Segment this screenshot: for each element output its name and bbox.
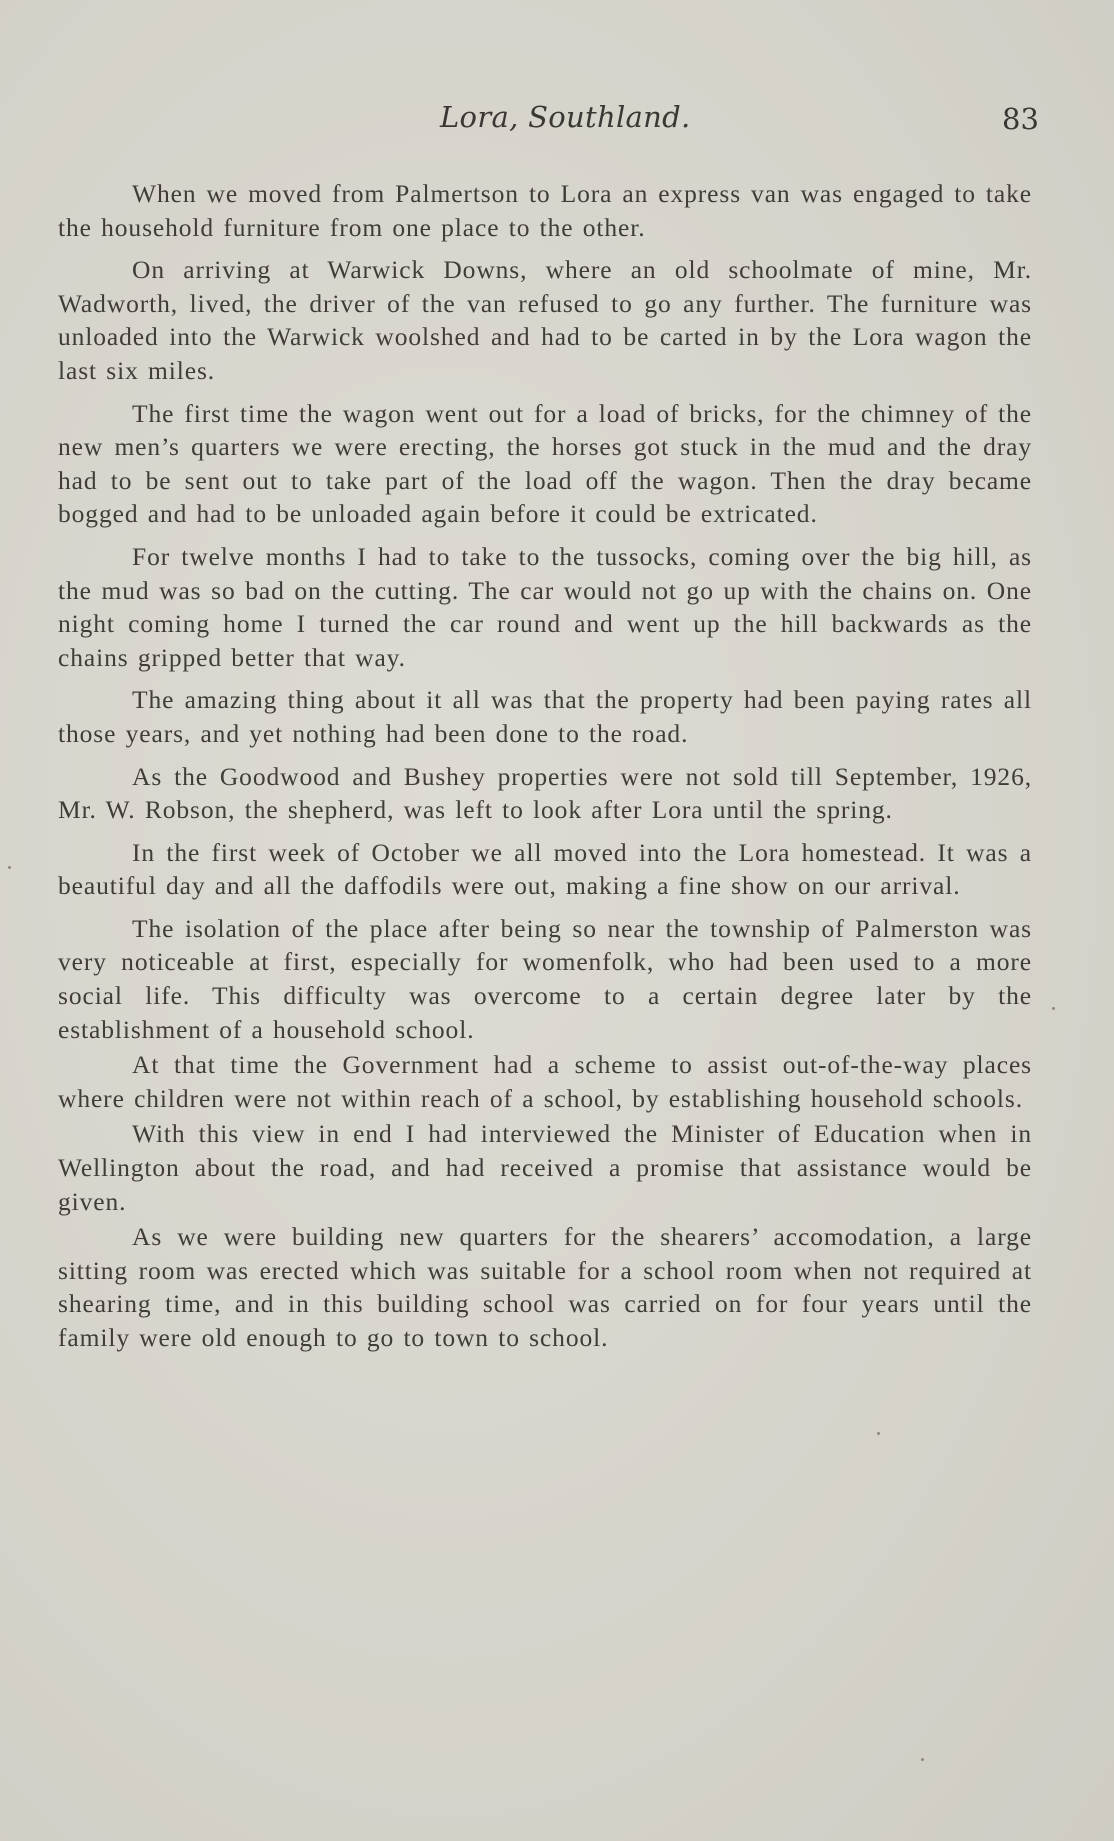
paragraph-6: As the Goodwood and Bushey properties were not sold till September, 1926, Mr. W. Robson, the shepherd, was left to look after Lora until the spring. xyxy=(58,761,1032,825)
paragraph-3: The first time the wagon went out for a load of bricks, for the chimney of the new men’s quarters we were erecting, the horses got stuck in the mud and the dray had to be sent out to take part of the load off the wagon. Then the dray became bogged and had to be unloaded again before it could be extricated. xyxy=(58,398,1032,529)
paragraph-9: At that time the Government had a scheme to assist out-of-the-way places where children were not within reach of a school, by establishing household schools. xyxy=(58,1050,1032,1113)
body-text xyxy=(58,177,1032,1364)
paragraph-4: For twelve months I had to take to the tussocks, coming over the big hill, as the mud was so bad on the cutting. The car would not go up with the chains on. One night coming home I turned the car round and went up the hill backwards as the chains gripped better that way. xyxy=(58,541,1032,672)
running-head xyxy=(0,100,1114,140)
paragraph-10: With this view in end I had interviewed the Minister of Education when in Wellington about the road, and had received a promise that assistance would be given. xyxy=(58,1119,1032,1216)
paragraph-2: On arriving at Warwick Downs, where an old schoolmate of mine, Mr. Wadworth, lived, the driver of the van refused to go any further. The furniture was unloaded into the Warwick woolshed and had to be carted in by the Lora wagon the last six miles. xyxy=(58,255,1032,385)
paragraph-11: As we were building new quarters for the shearers’ accomodation, a large sitting room was erected which was suitable for a school room when not required at shearing time, and in this building school was carried on for four years until the family were old enough to go to town to school. xyxy=(58,1222,1032,1352)
paragraph-7: In the first week of October we all moved into the Lora homestead. It was a beautiful day and all the daffodils were out, making a fine show on our arrival. xyxy=(58,837,1032,901)
paper-speck xyxy=(8,866,11,869)
page-number: 83 xyxy=(1002,102,1039,136)
paper-speck xyxy=(921,1758,924,1761)
paper-speck xyxy=(1052,1007,1055,1010)
paper-speck xyxy=(877,1432,880,1435)
running-title: Lora, Southland. xyxy=(440,100,691,134)
paragraph-1: When we moved from Palmertson to Lora an express van was engaged to take the household furniture from one place to the other. xyxy=(58,179,1032,242)
paragraph-8: The isolation of the place after being so near the township of Palmerston was very noticeable at first, especially for womenfolk, who had been used to a more social life. This difficulty was overcome to a certain degree later by the establishment of a household school. xyxy=(58,913,1032,1044)
paragraph-5: The amazing thing about it all was that the property had been paying rates all those years, and yet nothing had been done to the road. xyxy=(58,685,1032,748)
